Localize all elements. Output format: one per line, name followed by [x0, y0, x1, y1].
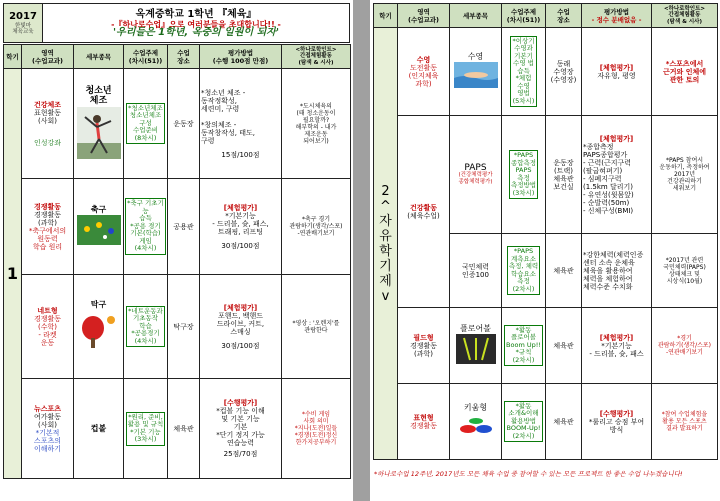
- place-cell: 공용관: [168, 179, 200, 275]
- eval-cell: [200, 179, 282, 275]
- topic-text: *네트운동과 기초동작 학습 *공용경기 (4차시): [126, 306, 165, 348]
- topic-cell: [124, 379, 168, 479]
- left-page: [0, 0, 353, 501]
- soccer-image: [77, 215, 121, 245]
- sport-cell: [450, 308, 502, 384]
- experience-cell: *경기 관람하기(생각/스포) -연관배기보기: [652, 308, 718, 384]
- sport-name: 탁구: [90, 299, 107, 309]
- gymnastics-image: [77, 107, 121, 159]
- area-extra: *기본적 스포츠의 이해하기: [33, 428, 62, 453]
- topic-text: *활동 소개&이해 활용방법 BOOM-Up! (2차시): [504, 401, 542, 443]
- topic-text: *원리, 준비, 활용 및 규칙 *기본 기능 (3차시): [126, 412, 166, 446]
- right-page: [370, 0, 720, 501]
- table-row: [4, 379, 351, 479]
- area-note: 경쟁활동 (과학): [409, 341, 438, 358]
- sport-name: PAPS: [464, 163, 487, 173]
- topic-text: *PAPS 계측요소 측정, 체력 학습요소 측정 (2차시): [507, 246, 540, 295]
- cupball-image: [456, 413, 496, 437]
- area-name: 필드형: [413, 333, 434, 342]
- floorball-image: [456, 334, 496, 364]
- area-note: (체육수업): [407, 211, 440, 220]
- page-subtitle: -『하나로수업』으로 여러분들을 초대합니다!! -: [111, 20, 281, 29]
- eval-title: [수행평가]: [599, 409, 634, 418]
- header-term: 학기: [374, 4, 398, 28]
- eval-score: 25점/70점: [223, 450, 258, 458]
- pingpong-image: [77, 310, 121, 350]
- experience-cell: *수비 게임 사회 의미 *지나(도전)일들 *경쟁(도전)정신 한가지공부하기: [282, 379, 351, 479]
- topic-text: *청소년체조 청소년체조 구성 수업준비 (8차시): [126, 103, 165, 145]
- place-cell: 탁구장: [168, 275, 200, 379]
- table-row: [4, 275, 351, 379]
- area-extra: *축구에서의 원동력 학습 원리: [28, 226, 67, 251]
- swimming-image: [454, 62, 498, 88]
- area-note: 경쟁활동: [409, 421, 438, 430]
- eval-cell: [200, 275, 282, 379]
- eval-cell: [582, 308, 652, 384]
- eval-text: *룰리고 승점 부여 방식: [588, 417, 645, 434]
- area-cell: [398, 384, 450, 460]
- header-eval: 평가방법 (수행 100점 만점): [200, 45, 282, 69]
- sport-name: 플로어볼: [460, 323, 491, 333]
- eval-title: [체험평가]: [599, 134, 634, 143]
- experience-cell: *축구 경기 관람하기(생각/스포) -연관배기보기: [282, 179, 351, 275]
- experience-cell: *영상 : '오렌지'를 관람한다: [282, 275, 351, 379]
- area-cell: [398, 28, 450, 116]
- header-term: 학기: [4, 45, 22, 69]
- eval-cell: [582, 116, 652, 234]
- sport-name: 수영: [467, 51, 484, 61]
- place-cell: 운동장 (트랙) 체육관 보건실: [546, 116, 582, 234]
- eval-text: 자유형, 평영: [597, 71, 636, 80]
- table-row: [374, 116, 718, 234]
- header-topic: 수업주제 (차시(51)): [502, 4, 546, 28]
- page-title: 옥계중학교 1학년 『체육』: [135, 9, 257, 20]
- area-cell: [398, 308, 450, 384]
- sport-cell: [74, 179, 124, 275]
- header-topic: 수업주제 (차시(51)): [124, 45, 168, 69]
- area-name: 건강체조: [33, 100, 62, 109]
- left-title-table: [3, 3, 350, 43]
- eval-title: [체험평가]: [223, 303, 258, 312]
- topic-cell: [502, 308, 546, 384]
- title-block: [43, 4, 350, 43]
- area-name: 표현형: [413, 413, 434, 422]
- topic-text: *활동 플로어볼 Boom Up!! *규칙 (2차시): [504, 325, 543, 367]
- area-cell: [22, 179, 74, 275]
- sport-cell: [450, 28, 502, 116]
- sport-name: 컵볼: [90, 423, 107, 433]
- topic-cell: [124, 275, 168, 379]
- experience-cell: *참여 수업체험을 활용 모든 스포츠 결과 발표하기: [652, 384, 718, 460]
- eval-text: *청소년 체조 - 동작정확성, 세련미, 구령 *창의체조 - 동작창작성, 태도, 구령: [201, 88, 256, 145]
- sport-sub: (건강체력평가 종합체력평가): [458, 172, 493, 185]
- place-cell: 체육관: [168, 379, 200, 479]
- left-curriculum-table: [3, 44, 351, 479]
- sport-name: 청소년 체조: [85, 85, 112, 106]
- header-place: 수업 장소: [546, 4, 582, 28]
- header-eval-sub: - 정수 분배없음 -: [591, 15, 642, 24]
- sport-cell: [74, 275, 124, 379]
- eval-text: *컵볼 기능 이해 및 기본 기능 기본 *단기 정지 가능 연습능력: [216, 407, 265, 447]
- topic-cell: [502, 384, 546, 460]
- page-gap: [353, 0, 370, 501]
- topic-text: *PAPS 종합측정 PAPS 측정 측정방법 (3차시): [509, 150, 538, 199]
- place-cell: 체육관: [546, 384, 582, 460]
- area-name: 건강활동: [409, 203, 438, 212]
- topic-cell: [124, 179, 168, 275]
- header-place: 수업 장소: [168, 45, 200, 69]
- topic-cell: [502, 116, 546, 234]
- eval-title: [체험평가]: [599, 63, 634, 72]
- sport-name: 키움형: [463, 402, 488, 412]
- eval-score: 15점/100점: [221, 150, 260, 159]
- place-cell: 체육관: [546, 234, 582, 308]
- place-cell: 체육관: [546, 308, 582, 384]
- eval-cell: *강한체력(체력인증 센터 소속 운체육 체육을 활용하여 체력을 체험하여 체력수준 수치화: [582, 234, 652, 308]
- area-note: 여가활동 (사회): [33, 412, 62, 429]
- area-note: 도전활동 (인지체육 과학): [408, 63, 439, 88]
- sport-cell: [450, 116, 502, 234]
- eval-score: 30점/100점: [221, 341, 260, 350]
- eval-text: *종합측정 PAPS종합평가 - 근력(근지구력 (팔굽혀펴기) - 심폐지구력 (1.5km 달리기) - 유연성(윗몸앞) - 순발력(50m) - 신체구성(BMI): [583, 142, 634, 215]
- experience-cell: *스포츠에서 근거와 인체에 관한 토의: [652, 28, 718, 116]
- eval-cell: [200, 379, 282, 479]
- area-note: 표현활동 (사회): [33, 108, 62, 125]
- table-row: [374, 308, 718, 384]
- eval-title: [수행평가]: [223, 399, 258, 407]
- page-motto: '우리들은 1학년, 옥중의 일원이 되자': [112, 27, 280, 38]
- term-label: 2 ^ 자 유 학 기 제 v: [374, 28, 398, 460]
- eval-text: *기본기능 - 드리블, 슛, 패스, 트래핑, 리프팅: [212, 211, 269, 236]
- place-cell: 운동장: [168, 69, 200, 179]
- eval-cell: [582, 28, 652, 116]
- area-extra: 인성강좌: [33, 138, 62, 147]
- area-cell: [22, 379, 74, 479]
- topic-cell: [502, 28, 546, 116]
- sport-cell: [450, 234, 502, 308]
- sport-cell: [74, 379, 124, 479]
- experience-cell: *PAPS 참여시 운동하기, 측정하여 2017년 건강관리하기 세워보기: [652, 116, 718, 234]
- eval-cell: [582, 384, 652, 460]
- sport-name: 축구: [90, 204, 107, 214]
- eval-text: *기본기능 - 드리블, 슛, 패스: [589, 341, 644, 358]
- topic-text: *이상기 수영과 기본기 수영 법 습득 *체험 수영 영법 (5차시): [510, 36, 536, 108]
- area-name: 경쟁활동: [33, 202, 62, 211]
- header-eval: [582, 4, 652, 28]
- footnote: *하나로수업 12주년, 2017년도 모든 체육 수업 중 참여할 수 있는 모든 프로젝트 한 좋은 수업 나누겠습니다!: [374, 470, 683, 478]
- sport-name: 국민체력 인증100: [461, 262, 490, 279]
- eval-cell: [200, 69, 282, 179]
- eval-score: 30점/100점: [221, 241, 260, 250]
- header-sport: 세부종목: [450, 4, 502, 28]
- area-name: 네트형: [37, 306, 58, 315]
- experience-cell: *2017년 관련 국민체력(PAPS) 상태체크 및 시상식(10월): [652, 234, 718, 308]
- year: 2017: [9, 11, 37, 22]
- header-sport: 세부종목: [74, 45, 124, 69]
- table-row: [4, 69, 351, 179]
- header-eval-label: 평가방법: [603, 7, 630, 16]
- topic-cell: [502, 234, 546, 308]
- area-note: 경쟁활동 (과학): [33, 210, 62, 227]
- area-cell: [398, 116, 450, 308]
- year-badge: [4, 4, 43, 43]
- area-note: 경쟁활동 (수학) - 라켓 운동: [33, 314, 62, 347]
- eval-title: [체험평가]: [223, 203, 258, 212]
- header-experience: <하나로학인트> 간접체험활동 (탐색 & 시사): [282, 45, 351, 69]
- experience-cell: *도시체육의 (태 청소운동이 필요할까? 해부학의 - 내가 제조운동 되어보기): [282, 69, 351, 179]
- place-cell: 동래 수영장 (수영장): [546, 28, 582, 116]
- header-experience: <하나로학인트> 간접체험활동 (탐색 & 시사): [652, 4, 718, 28]
- term-label: 1: [4, 69, 22, 479]
- header-area: 영역 (수업교과): [22, 45, 74, 69]
- area-cell: [22, 275, 74, 379]
- area-name: 뉴스포츠: [33, 404, 62, 413]
- table-row: [4, 179, 351, 275]
- sport-cell: [450, 384, 502, 460]
- eval-title: [체험평가]: [599, 333, 634, 342]
- table-row: [374, 384, 718, 460]
- eval-text: 포핸드, 백핸드 드라이브, 커트, 스매싱: [216, 311, 265, 336]
- year-sub: 한빛마 체육교육: [12, 23, 34, 35]
- right-curriculum-table: [373, 3, 718, 460]
- topic-cell: [124, 69, 168, 179]
- sport-cell: [74, 69, 124, 179]
- area-cell: [22, 69, 74, 179]
- topic-text: *축구 기초기능 습득 *공용 경기 기본(학습) 게임 (4차시): [125, 198, 166, 255]
- table-row: [374, 28, 718, 116]
- area-name: 수영: [416, 55, 431, 64]
- header-area: 영역 (수업교과): [398, 4, 450, 28]
